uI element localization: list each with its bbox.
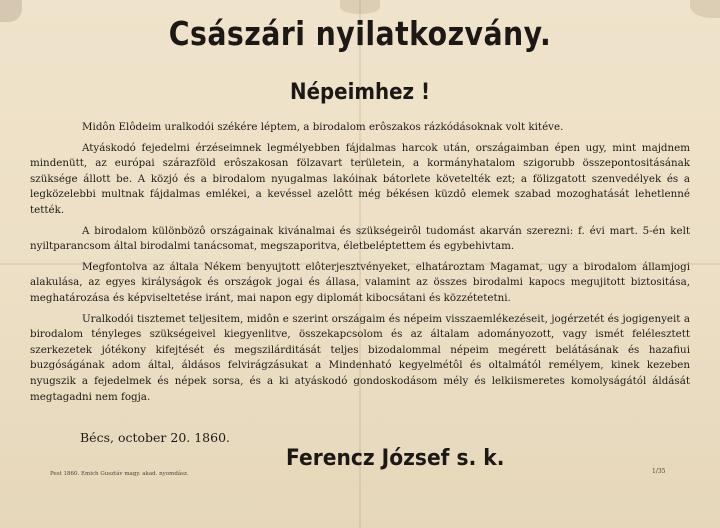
- corner-mark: 1/35: [652, 468, 666, 475]
- date-line: Bécs, october 20. 1860.: [80, 430, 231, 445]
- document-title: Császári nyilatkozvány.: [168, 14, 552, 53]
- proclamation-body: [30, 120, 690, 410]
- printer-imprint: Pest 1860. Emich Gusztáv magy. akad. nyomdász.: [50, 471, 189, 477]
- corner-stain-right: [690, 0, 720, 18]
- paragraph-5: Uralkodói tisztemet teljesitem, midôn e szerint országaim és népeim visszaemlékezéseit, jogérzetét és jogigenyeit a birodalom tényleges szükségeivel kiegyenlitve, összekapcsolom és az általam adományozott, vagy ismét felélesztett szerkezetek jótékony kifejtését és megszilárditását teljes bizodalommal népeim megérett belátásának és hazafiui buzgóságának adom által, áldásos felvirágzásukat a Mindenható kegyelmétôl és oltalmától remélyem, kinek kezeben nyugszik a fejedelmek és népek sorsa, és a ki atyáskodó gondoskodásom mély és lelkiismeretes komolyságától áldását megtagadni nem fogja.: [30, 312, 690, 403]
- corner-stain-left: [0, 0, 22, 22]
- paragraph-1: Midôn Elôdeim uralkodói székére léptem, a birodalom erôszakos rázkódásoknak volt kitéve.: [82, 121, 564, 133]
- paragraph-4: Megfontolva az általa Nékem benyujtott elôterjesztvényeket, elhatároztam Magamat, ugy a birodalom államjogi alakulása, az egyes királyságok és országok jogai és állasa, valamint az összes birodalmi kapocs megujitott biztositása, meghatározása és képviseltetése iránt, mai napon egy diplomát kibocsátani és közzétetetni.: [30, 260, 690, 304]
- signature: Ferencz József s. k.: [286, 446, 505, 471]
- paragraph-2: Atyáskodó fejedelmi érzéseimnek legmélyebben fájdalmas harcok után, országaimban épen ugy, mint majdnem mindenütt, az európai szárazföld erôszakosan fölzavart területein, a kormányhatalom szigorubb összepontositásának szüksége állott be. A közjó és a birodalom nyugalmas lakóinak bátorlete követelték ezt; a fölizgatott szenvedélyek és a legközelebbi multnak fájdalmas emlékei, a kevéssel azelôtt még békésen küzdô elemek szabad mozoghatását lehetlenné tették.: [30, 141, 690, 216]
- paragraph-3: A birodalom különbözô országainak kivánalmai és szükségeirôl tudomást akarván szerezni: f. évi mart. 5-én kelt nyiltparancsom által birodalmi tanácsomat, megszaporitva, életbeléptettem és egybehivtam.: [30, 224, 690, 253]
- document-subtitle: Népeimhez !: [289, 80, 430, 105]
